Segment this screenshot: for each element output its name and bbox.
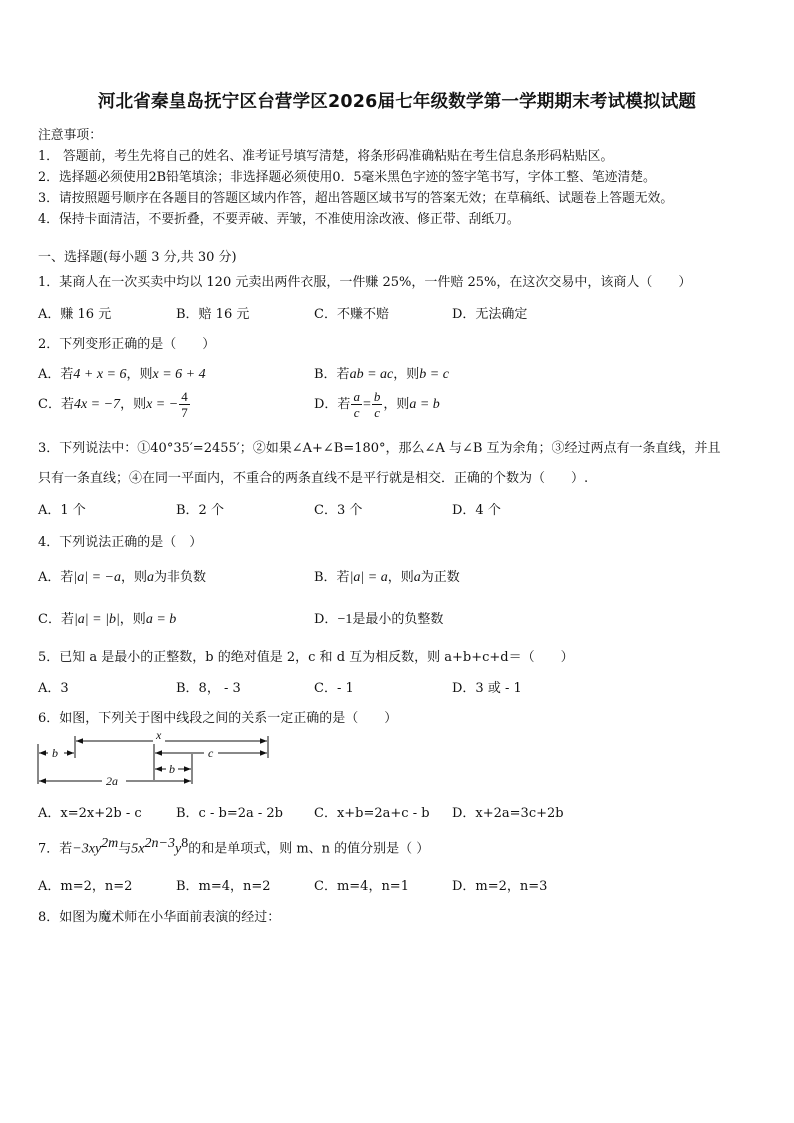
q1-option-c: C．不赚不赔 — [314, 307, 389, 322]
q5-stem: 5．已知 a 是最小的正整数，b 的绝对值是 2，c 和 d 互为相反数，则 a+b+c+d＝（ ） — [38, 650, 574, 665]
q7-suffix: 的和是单项式，则 m、n 的值分别是（ ） — [188, 841, 430, 857]
q2-option-d — [314, 390, 440, 419]
q5-option-b: B．8， - 3 — [176, 681, 241, 696]
label-b-top: b — [52, 746, 58, 760]
q3-option-d: D．4 个 — [452, 503, 501, 518]
q2-b-condition: ab = ac — [349, 367, 394, 382]
notice-item-2: 2．选择题必须使用2B铅笔填涂；非选择题必须使用0．5毫米黑色字迹的签字笔书写，字体工整、笔迹清楚。 — [38, 170, 656, 185]
q2-d-denominator-1: c — [353, 405, 360, 420]
q2-stem: 2．下列变形正确的是（ ） — [38, 337, 216, 352]
q4-b-variable: a — [413, 570, 421, 585]
q2-a-prefix: A．若 — [38, 367, 74, 382]
q4-a-variable: a — [147, 570, 154, 585]
q4-d-suffix: 是最小的负整数 — [352, 612, 444, 627]
q4-option-d — [314, 608, 443, 628]
q2-c-result: x = − — [146, 397, 179, 412]
q6-stem: 6．如图，下列关于图中线段之间的关系一定正确的是（ ） — [38, 711, 398, 726]
q2-b-result: b = c — [419, 367, 449, 382]
q7-term-2-y: y — [174, 841, 182, 857]
q4-d-prefix: D． — [314, 612, 338, 627]
q7-option-b: B．m=4，n=2 — [176, 879, 271, 894]
q7-stem — [38, 836, 429, 857]
q7-term-2-y-exponent: 8 — [181, 836, 189, 851]
q6-segment-figure — [34, 728, 278, 790]
q3-stem-line-2: 只有一条直线；④在同一平面内，不重合的两条直线不是平行就是相交．正确的个数为（ ）. — [38, 471, 589, 486]
q5-option-d: D．3 或 - 1 — [452, 681, 522, 696]
q2-d-fraction-1 — [351, 390, 362, 419]
q1-option-a: A．赚 16 元 — [38, 307, 112, 322]
q7-and: 与 — [118, 841, 132, 857]
q4-c-result: a = b — [145, 612, 177, 627]
q2-d-denominator-2: c — [374, 405, 380, 420]
q4-option-c — [38, 608, 176, 628]
q4-b-suffix: 为正数 — [420, 570, 460, 585]
q3-option-c: C．3 个 — [314, 503, 363, 518]
q2-b-then: ，则 — [393, 367, 420, 382]
q2-c-prefix: C．若 — [38, 397, 74, 412]
q3-option-b: B．2 个 — [176, 503, 224, 518]
q4-b-then: ，则 — [387, 570, 414, 585]
q3-stem-line-1: 3．下列说法中：①40°35′=2455′；②如果∠A+∠B=180°，那么∠A 与∠B 互为余角；③经过两点有一条直线，并且 — [38, 441, 721, 456]
q2-d-equals: = — [362, 397, 371, 412]
notice-heading: 注意事项： — [38, 128, 102, 143]
label-2a: 2a — [106, 774, 118, 788]
q4-option-a — [38, 566, 206, 586]
q2-c-denominator: 7 — [181, 405, 188, 420]
label-x: x — [156, 728, 162, 742]
q7-term-1-exponent: 2m — [101, 836, 119, 851]
q2-d-numerator-2: b — [373, 389, 381, 404]
q4-c-prefix: C．若 — [38, 612, 74, 627]
q2-c-condition: 4x = −7 — [73, 397, 121, 412]
q1-option-b: B．赔 16 元 — [176, 307, 250, 322]
q2-option-b — [314, 363, 449, 383]
q4-c-expression: |a| = |b| — [73, 612, 120, 627]
q2-d-fraction-2 — [372, 390, 383, 419]
q5-option-a: A．3 — [38, 681, 69, 696]
q4-a-prefix: A．若 — [38, 570, 74, 585]
q6-option-a: A．x=2x+2b - c — [38, 806, 142, 821]
page-title: 河北省秦皇岛抚宁区台营学区2026届七年级数学第一学期期末考试模拟试题 — [97, 92, 697, 112]
q7-term-2-x-exponent: 2n−3 — [144, 836, 175, 851]
q2-c-then: ，则 — [120, 397, 147, 412]
q4-c-then: ，则 — [119, 612, 146, 627]
label-b-middle: b — [169, 762, 175, 776]
q6-option-c: C．x+b=2a+c - b — [314, 806, 430, 821]
q2-a-result: x = 6 + 4 — [152, 367, 206, 382]
q7-option-c: C．m=4，n=1 — [314, 879, 409, 894]
q2-d-numerator-1: a — [353, 389, 360, 404]
notice-item-3: 3．请按照题号顺序在各题目的答题区域内作答，超出答题区域书写的答案无效；在草稿纸、试题卷上答题无效。 — [38, 191, 674, 206]
q7-prefix: 7．若 — [38, 841, 73, 857]
q2-c-fraction — [179, 390, 190, 419]
section-heading: 一、选择题(每小题 3 分,共 30 分) — [38, 250, 237, 265]
q4-b-prefix: B．若 — [314, 570, 350, 585]
q2-option-c — [38, 390, 191, 419]
q2-d-prefix: D．若 — [314, 397, 351, 412]
q7-term-2-x: 5x — [131, 841, 145, 857]
q1-option-d: D．无法确定 — [452, 307, 528, 322]
q4-d-expression: −1 — [337, 612, 353, 627]
notice-item-1: 1． 答题前，考生先将自己的姓名、准考证号填写清楚，将条形码准确粘贴在考生信息条形码粘贴区。 — [38, 149, 614, 164]
q4-b-expression: |a| = a — [349, 570, 388, 585]
label-c: c — [208, 746, 214, 760]
q1-stem: 1．某商人在一次买卖中均以 120 元卖出两件衣服，一件赚 25%，一件赔 25%，在这次交易中，该商人（ ） — [38, 275, 692, 290]
q8-stem: 8．如图为魔术师在小华面前表演的经过： — [38, 910, 281, 925]
q4-a-then: ，则 — [120, 570, 147, 585]
q2-option-a — [38, 363, 206, 383]
q3-option-a: A．1 个 — [38, 503, 86, 518]
q2-a-then: ，则 — [126, 367, 153, 382]
q4-stem: 4．下列说法正确的是（ ） — [38, 535, 203, 550]
q6-option-d: D．x+2a=3c+2b — [452, 806, 564, 821]
q7-term-1: −3xy — [72, 841, 102, 857]
q2-d-then: ，则 — [383, 397, 410, 412]
q7-option-a: A．m=2，n=2 — [38, 879, 133, 894]
q4-a-expression: |a| = −a — [73, 570, 121, 585]
q2-b-prefix: B．若 — [314, 367, 350, 382]
q7-option-d: D．m=2，n=3 — [452, 879, 548, 894]
notice-item-4: 4．保持卡面清洁，不要折叠，不要弄破、弄皱，不准使用涂改液、修正带、刮纸刀。 — [38, 212, 520, 227]
q2-c-numerator: 4 — [181, 389, 188, 404]
q2-d-result: a = b — [409, 397, 440, 412]
q4-option-b — [314, 566, 460, 586]
q4-a-suffix: 为非负数 — [154, 570, 207, 585]
q5-option-c: C．- 1 — [314, 681, 354, 696]
q6-option-b: B．c - b=2a - 2b — [176, 806, 283, 821]
q2-a-condition: 4 + x = 6 — [73, 367, 127, 382]
